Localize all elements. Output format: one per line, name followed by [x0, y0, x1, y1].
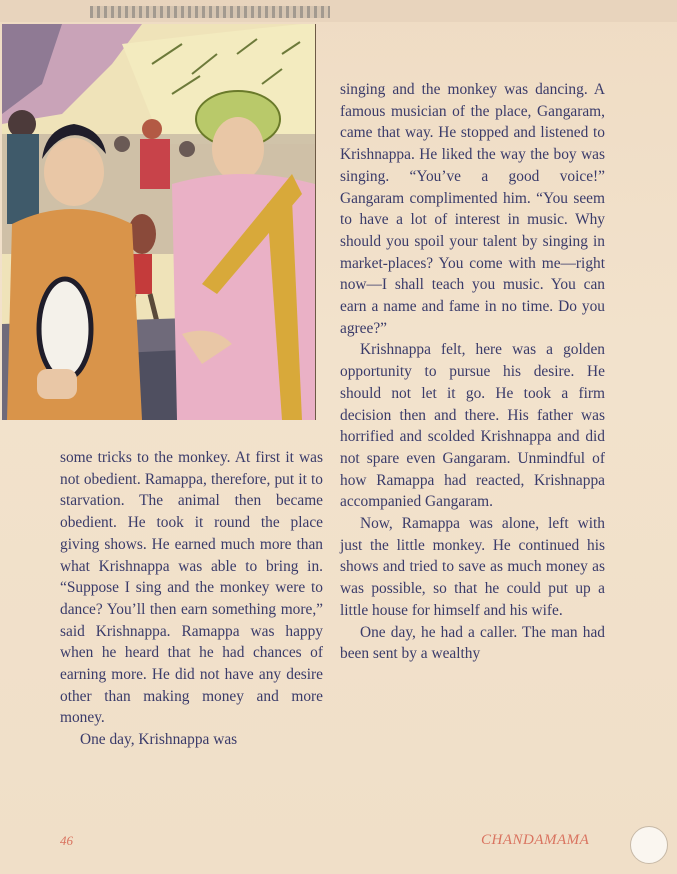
previous-page-edge [0, 0, 677, 22]
right-paragraph: Krishnappa felt, here was a golden opportunity to pursue his desire. He should not let it go. He took a firm decision then and there. His father was horrified and scolded Krishnappa and did not spare even Gangaram. Unmindful of how Ramappa had reacted, Krishnappa accompanied Gangaram. [340, 341, 605, 511]
right-paragraph: One day, he had a caller. The man had been sent by a wealthy [340, 623, 605, 663]
left-paragraph: One day, Krishnappa was [80, 731, 238, 749]
story-illustration [2, 24, 316, 420]
illustration-drawing [2, 24, 315, 420]
scan-shadow-band [90, 6, 330, 18]
left-column-text [60, 447, 323, 751]
left-paragraph: some tricks to the monkey. At first it was not obedient. Ramappa, therefore, put it to starvation. The animal then became obedient. He took it round the place giving shows. He earned much more than what Krishnappa was able to bring in. “Suppose I sing and the monkey were to dance? You’ll then earn something more,” said Krishnappa. Ramappa was happy when he heard that he had chances of earning more. He did not have any desire other than making money and more money. [60, 449, 323, 727]
page-number: 46 [60, 833, 73, 848]
magazine-title: CHANDAMAMA [481, 832, 590, 848]
right-paragraph: Now, Ramappa was alone, left with just the little monkey. He continued his shows and tried to save as much money as was possible, so that he could put up a little house for himself and his wife. [340, 515, 605, 619]
library-stamp-icon [630, 826, 668, 864]
right-paragraph: singing and the monkey was dancing. A famous musician of the place, Gangaram, came that way. He stopped and listened to Krishnappa. He liked the way the boy was singing. “You’ve a good voice!” Gangaram complimented him. “You seem to have a lot of interest in music. Why should you spoil your talent by singing in market-places? You come with me—right now—I shall teach you music. You can earn a name and fame in no time. Do you agree?” [340, 81, 605, 337]
right-column-text [340, 79, 605, 665]
